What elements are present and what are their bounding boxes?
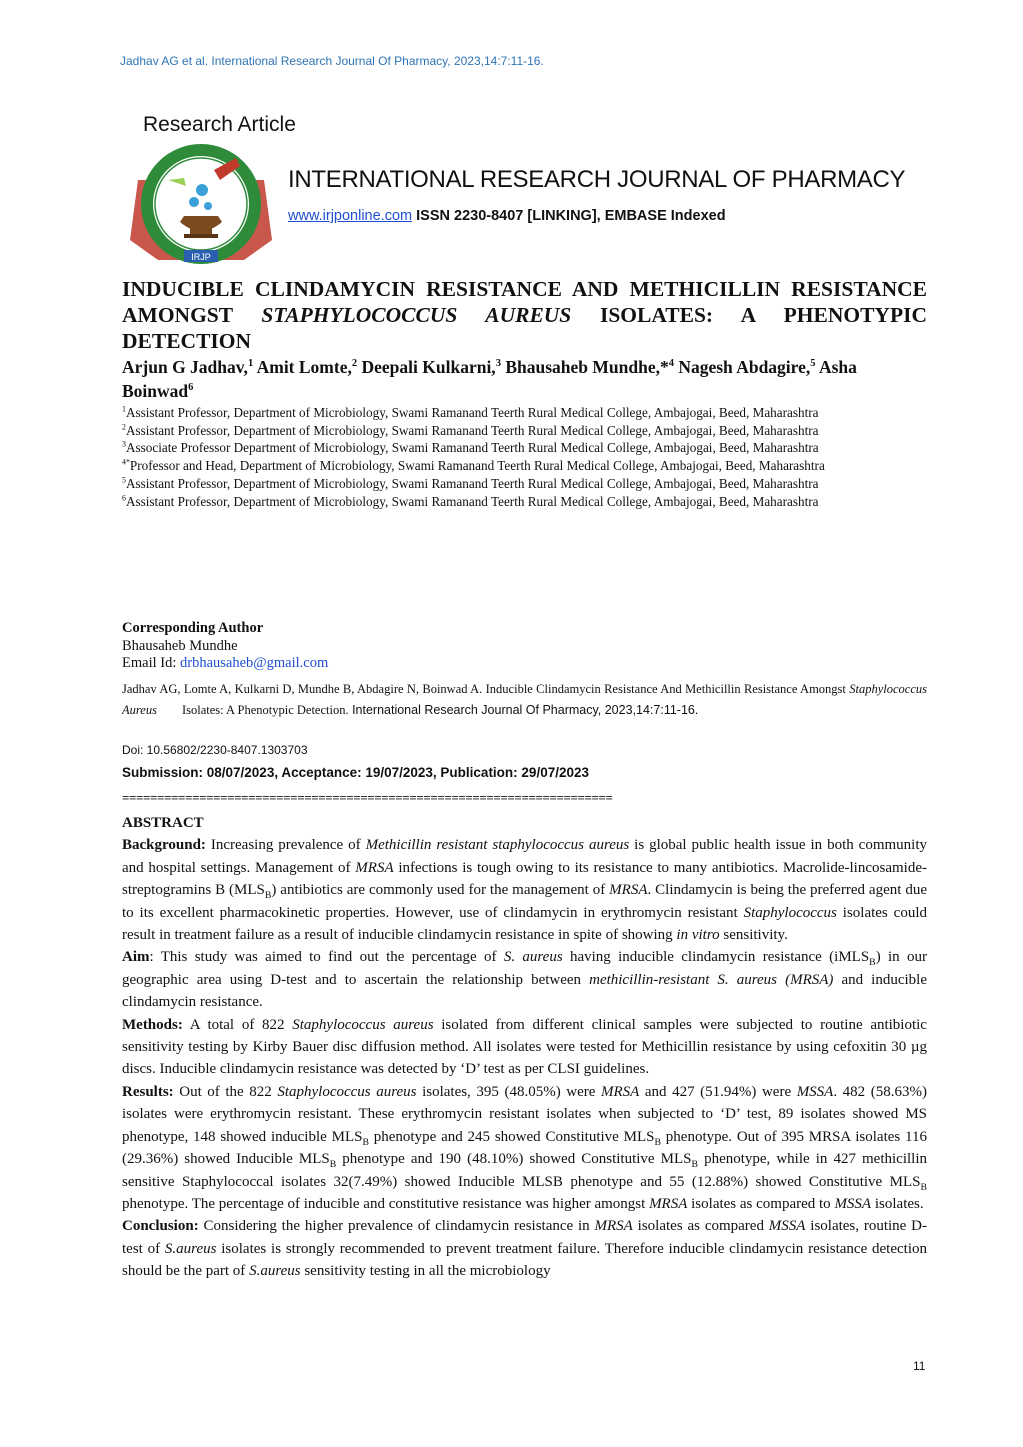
paper-title: INDUCIBLE CLINDAMYCIN RESISTANCE AND METHICILLIN RESISTANCE AMONGST STAPHYLOCOCCUS AUREUS ISOLATES: A PHENOTYPIC DETECTION xyxy=(122,277,927,353)
logo-abbr: IRJP xyxy=(191,252,211,262)
abstract-conclusion: Conclusion: Considering the higher prevalence of clindamycin resistance in MRSA isolates as compared MSSA isolates, routine D- test of S.aureus isolates is strongly recommended to prevent treatment failure. Therefore inducible clindamycin resistance detection should be the part of S.aureus sensitivity testing in all the microbiology xyxy=(122,1218,927,1280)
page-number: 11 xyxy=(913,1359,926,1373)
email-link[interactable]: drbhausaheb@gmail.com xyxy=(180,655,329,671)
author: Amit Lomte, xyxy=(256,357,352,377)
author: Bhausaheb Mundhe,* xyxy=(505,357,669,377)
affiliation-item: $^3$Associate Professor Department of Microbiology, Swami Ramanand Teerth Rural Medical College, Ambajogai, Beed, Maharashtra xyxy=(122,440,819,456)
running-head: Jadhav AG et al. International Research Journal Of Pharmacy, 2023,14:7:11-16. xyxy=(120,54,544,68)
doi: Doi: 10.56802/2230-8407.1303703 xyxy=(122,743,308,757)
affiliation-item: $^5$Assistant Professor, Department of Microbiology, Swami Ramanand Teerth Rural Medical College, Ambajogai, Beed, Maharashtra xyxy=(122,475,819,491)
affiliation-item: $^{4*}$Professor and Head, Department of Microbiology, Swami Ramanand Teerth Rural Medical College, Ambajogai, Beed, Maharashtra xyxy=(122,457,825,474)
affiliation-list xyxy=(122,404,927,510)
journal-issn: ISSN 2230-8407 [LINKING], EMBASE Indexed xyxy=(412,208,726,224)
abstract-methods: Methods: A total of 822 Staphylococcus aureus isolated from different clinical samples were subjected to routine antibiotic sensitivity testing by Kirby Bauer disc diffusion method. All isolates were tested for Methicillin resistance by using cefoxitin 30 µg discs. Inducible clindamycin resistance was detected by ‘D’ test as per CLSI guidelines. xyxy=(122,1016,927,1078)
abstract-heading: ABSTRACT xyxy=(122,815,204,831)
citation: Jadhav AG, Lomte A, Kulkarni D, Mundhe B, Abdagire N, Boinwad A. Inducible Clindamycin Resistance And Methicillin Resistance Amongst Staphylococcus Aureus Isolates: A Phenotypic Detection. International Research Journal Of Pharmacy, 2023,14:7:11-16. xyxy=(122,682,927,717)
author: Deepali Kulkarni, xyxy=(361,357,496,377)
journal-info-line xyxy=(288,208,726,224)
journal-seal-icon xyxy=(128,140,274,268)
affiliation-item: $^2$Assistant Professor, Department of Microbiology, Swami Ramanand Teerth Rural Medical College, Ambajogai, Beed, Maharashtra xyxy=(122,422,819,438)
title-organism: STAPHYLOCOCCUS AUREUS xyxy=(261,303,572,327)
author: Arjun G Jadhav, xyxy=(122,357,248,377)
author: Asha Boinwad xyxy=(122,357,857,401)
publication-dates: Submission: 08/07/2023, Acceptance: 19/07/2023, Publication: 29/07/2023 xyxy=(122,765,589,780)
author-list: Arjun G Jadhav,$^1$ Amit Lomte,$^2$ Deepali Kulkarni,$^3$ Bhausaheb Mundhe,*$^4$ Nagesh Abdagire,$^5$ Asha Boinwad$^6$ xyxy=(122,357,857,401)
article-type: Research Article xyxy=(143,113,296,136)
corresponding-heading: Corresponding Author xyxy=(122,620,264,636)
affiliation-item: $^1$Assistant Professor, Department of Microbiology, Swami Ramanand Teerth Rural Medical College, Ambajogai, Beed, Maharashtra xyxy=(122,404,819,420)
journal-url-link[interactable]: www.irjponline.com xyxy=(288,208,413,224)
affiliation-item: $^6$Assistant Professor, Department of Microbiology, Swami Ramanand Teerth Rural Medical College, Ambajogai, Beed, Maharashtra xyxy=(122,493,819,509)
abstract-background: Background: Increasing prevalence of Methicillin resistant staphylococcus aureus is global public health issue in both community and hospital settings. Management of MRSA infections is tough owing to its resistance to many antibiotics. Macrolide-lincosamide-streptogramins B $(MLS_B)$ antibiotics are commonly used for the management of MRSA. Clindamycin is being the preferred agent due to its excellent pharmacokinetic properties. However, use of clindamycin in erythromycin resistant Staphylococcus isolates could result in treatment failure as a result of inducible clindamycin resistance in spite of showing in vitro sensitivity. xyxy=(122,837,927,944)
corresponding-author: Corresponding Author Bhausaheb Mundhe Email Id: drbhausaheb@gmail.com xyxy=(122,620,927,673)
author: Nagesh Abdagire, xyxy=(678,357,811,377)
abstract-results: Results: Out of the 822 Staphylococcus aureus isolates, 395 (48.05%) were MRSA and 427 (51.94%) were MSSA. 482 (58.63%) isolates were erythromycin resistant. These erythromycin resistant isolates when subjected to ‘D’ test, 89 isolates showed MS phenotype, 148 showed inducible $MLS_B$ phenotype and 245 showed Constitutive $MLS_B$ phenotype. Out of 395 MRSA isolates 116 (29.36%) showed Inducible $MLS_B$ phenotype and 190 (48.10%) showed Constitutive $MLS_B$ phenotype, while in 427 methicillin sensitive Staphylococcal isolates 32(7.49%) showed Inducible MLSB phenotype and 55 (12.88%) showed Constitutive $MLS_B$ phenotype. The percentage of inducible and constitutive resistance was higher amongst MRSA isolates as compared to MSSA isolates. xyxy=(122,1083,927,1212)
abstract-aim: Aim: This study was aimed to find out the percentage of S. aureus having inducible clindamycin resistance (iMLS$_B$) in our geographic area using D-test and to ascertain the relationship between methicillin-resistant S. aureus (MRSA) and inducible clindamycin resistance. xyxy=(122,949,927,1011)
corresponding-name: Bhausaheb Mundhe xyxy=(122,637,238,654)
separator-rule: ====================================================================== xyxy=(122,790,613,805)
journal-logo xyxy=(128,140,274,268)
abstract xyxy=(122,812,927,1283)
journal-title: INTERNATIONAL RESEARCH JOURNAL OF PHARMACY xyxy=(288,166,906,193)
